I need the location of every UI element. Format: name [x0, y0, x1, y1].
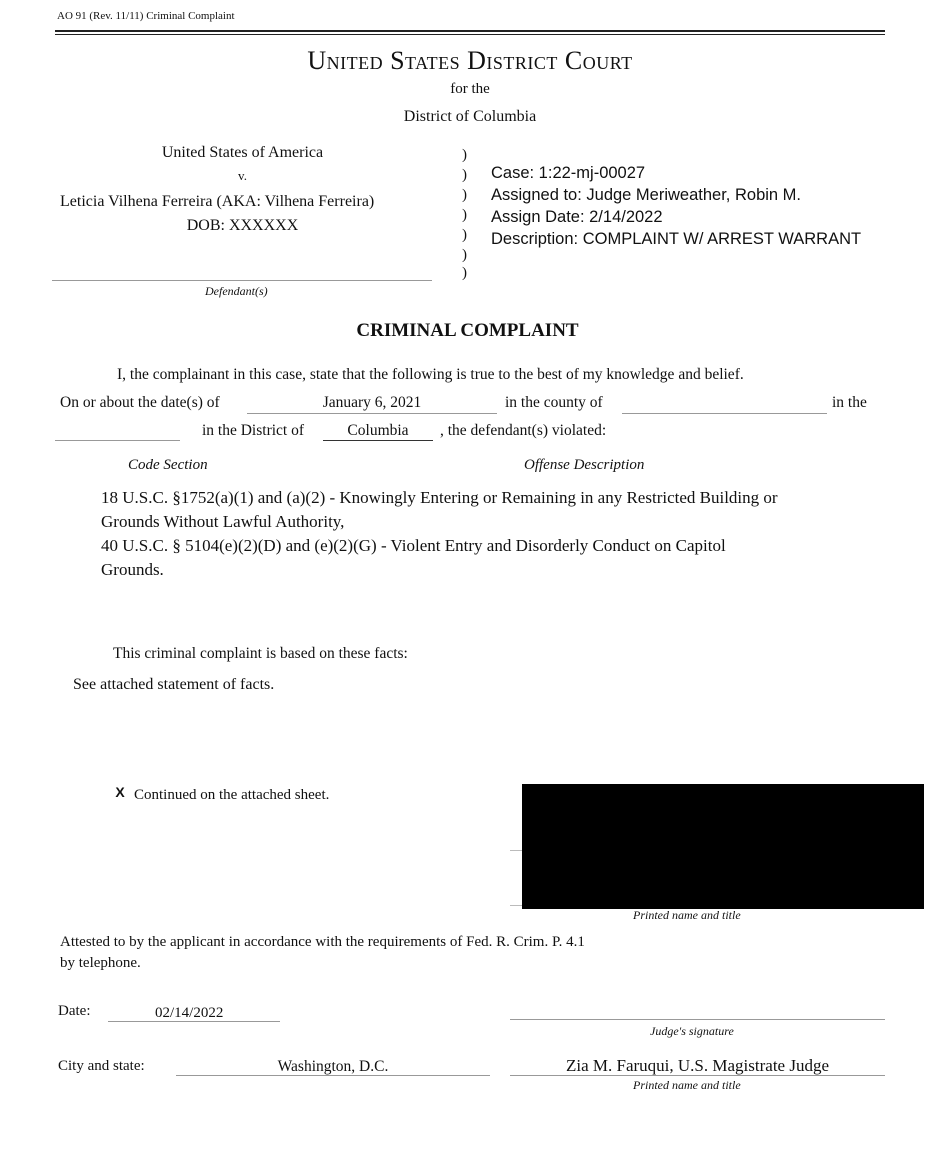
- caption-bracket: ): [462, 167, 467, 183]
- caption-bracket: ): [462, 265, 467, 281]
- case-number: Case: 1:22-mj-00027: [491, 164, 646, 182]
- in-county-label: in the county of: [505, 394, 603, 411]
- form-id: AO 91 (Rev. 11/11) Criminal Complaint: [57, 10, 235, 22]
- caption-bracket: ): [462, 147, 467, 163]
- signing-date: 02/14/2022: [155, 1005, 224, 1021]
- defendant-dob: DOB: XXXXXX: [186, 217, 299, 234]
- caption-bracket: ): [462, 227, 467, 243]
- defendant-name: Leticia Vilhena Ferreira (AKA: Vilhena Ferreira): [60, 193, 375, 210]
- case-assigned-judge: Assigned to: Judge Meriweather, Robin M.: [491, 186, 801, 204]
- defendant-line: [52, 280, 432, 281]
- city-state-label: City and state:: [58, 1058, 145, 1074]
- facts-intro: This criminal complaint is based on these facts:: [113, 645, 408, 662]
- offense-line: 18 U.S.C. §1752(a)(1) and (a)(2) - Knowingly Entering or Remaining in any Restricted Building or: [101, 488, 778, 507]
- on-or-about-label: On or about the date(s) of: [60, 394, 220, 411]
- attestation-line: by telephone.: [60, 955, 141, 971]
- district-value: Columbia: [323, 422, 433, 441]
- in-district-label: in the District of: [202, 422, 305, 439]
- offense-list: [101, 486, 778, 582]
- header-rule-bottom: [55, 34, 885, 35]
- court-title: United States District Court: [307, 46, 633, 75]
- case-info-block: [491, 162, 861, 250]
- offense-line: Grounds Without Lawful Authority,: [101, 512, 345, 531]
- attestation-line: Attested to by the applicant in accordance with the requirements of Fed. R. Crim. P. 4.1: [60, 934, 585, 950]
- header-rule-top: [55, 30, 885, 32]
- district-name: District of Columbia: [403, 108, 537, 125]
- for-the: for the: [450, 81, 490, 97]
- county-line: [622, 413, 827, 414]
- caption-bracket: ): [462, 187, 467, 203]
- complainant-statement: I, the complainant in this case, state that the following is true to the best of my knowledge and belief.: [117, 366, 744, 383]
- date-line: [247, 413, 497, 414]
- code-section-header: Code Section: [128, 457, 208, 473]
- attestation: [60, 932, 585, 974]
- caption-bracket: ): [462, 247, 467, 263]
- judge-signature-label: Judge's signature: [650, 1024, 734, 1038]
- caption-bracket: ): [462, 207, 467, 223]
- offense-line: Grounds.: [101, 560, 164, 579]
- in-the-label: in the: [832, 394, 867, 411]
- complainant-printed-name-label: Printed name and title: [633, 908, 741, 922]
- continued-label: Continued on the attached sheet.: [134, 787, 330, 803]
- judge-printed-name-label: Printed name and title: [633, 1078, 741, 1092]
- defendant-label: Defendant(s): [205, 284, 268, 298]
- see-attached-facts: See attached statement of facts.: [73, 676, 275, 693]
- case-assign-date: Assign Date: 2/14/2022: [491, 208, 663, 226]
- city-state-value: Washington, D.C.: [277, 1058, 389, 1075]
- case-description: Description: COMPLAINT W/ ARREST WARRANT: [491, 230, 862, 248]
- judge-signature-line: [510, 1019, 885, 1020]
- violated-label: , the defendant(s) violated:: [440, 422, 607, 439]
- offense-description-header: Offense Description: [524, 457, 645, 473]
- redaction-box: [522, 784, 924, 909]
- district-prefix-line: [55, 440, 180, 441]
- versus: v.: [238, 168, 247, 183]
- date-label: Date:: [58, 1003, 91, 1019]
- plaintiff-name: United States of America: [161, 144, 324, 161]
- continued-checkbox[interactable]: X: [115, 784, 125, 800]
- offense-date: January 6, 2021: [322, 394, 422, 411]
- offense-line: 40 U.S.C. § 5104(e)(2)(D) and (e)(2)(G) - Violent Entry and Disorderly Conduct on Capitol: [101, 536, 726, 555]
- complaint-heading: CRIMINAL COMPLAINT: [356, 320, 579, 341]
- judge-printed-name: Zia M. Faruqui, U.S. Magistrate Judge: [566, 1056, 829, 1075]
